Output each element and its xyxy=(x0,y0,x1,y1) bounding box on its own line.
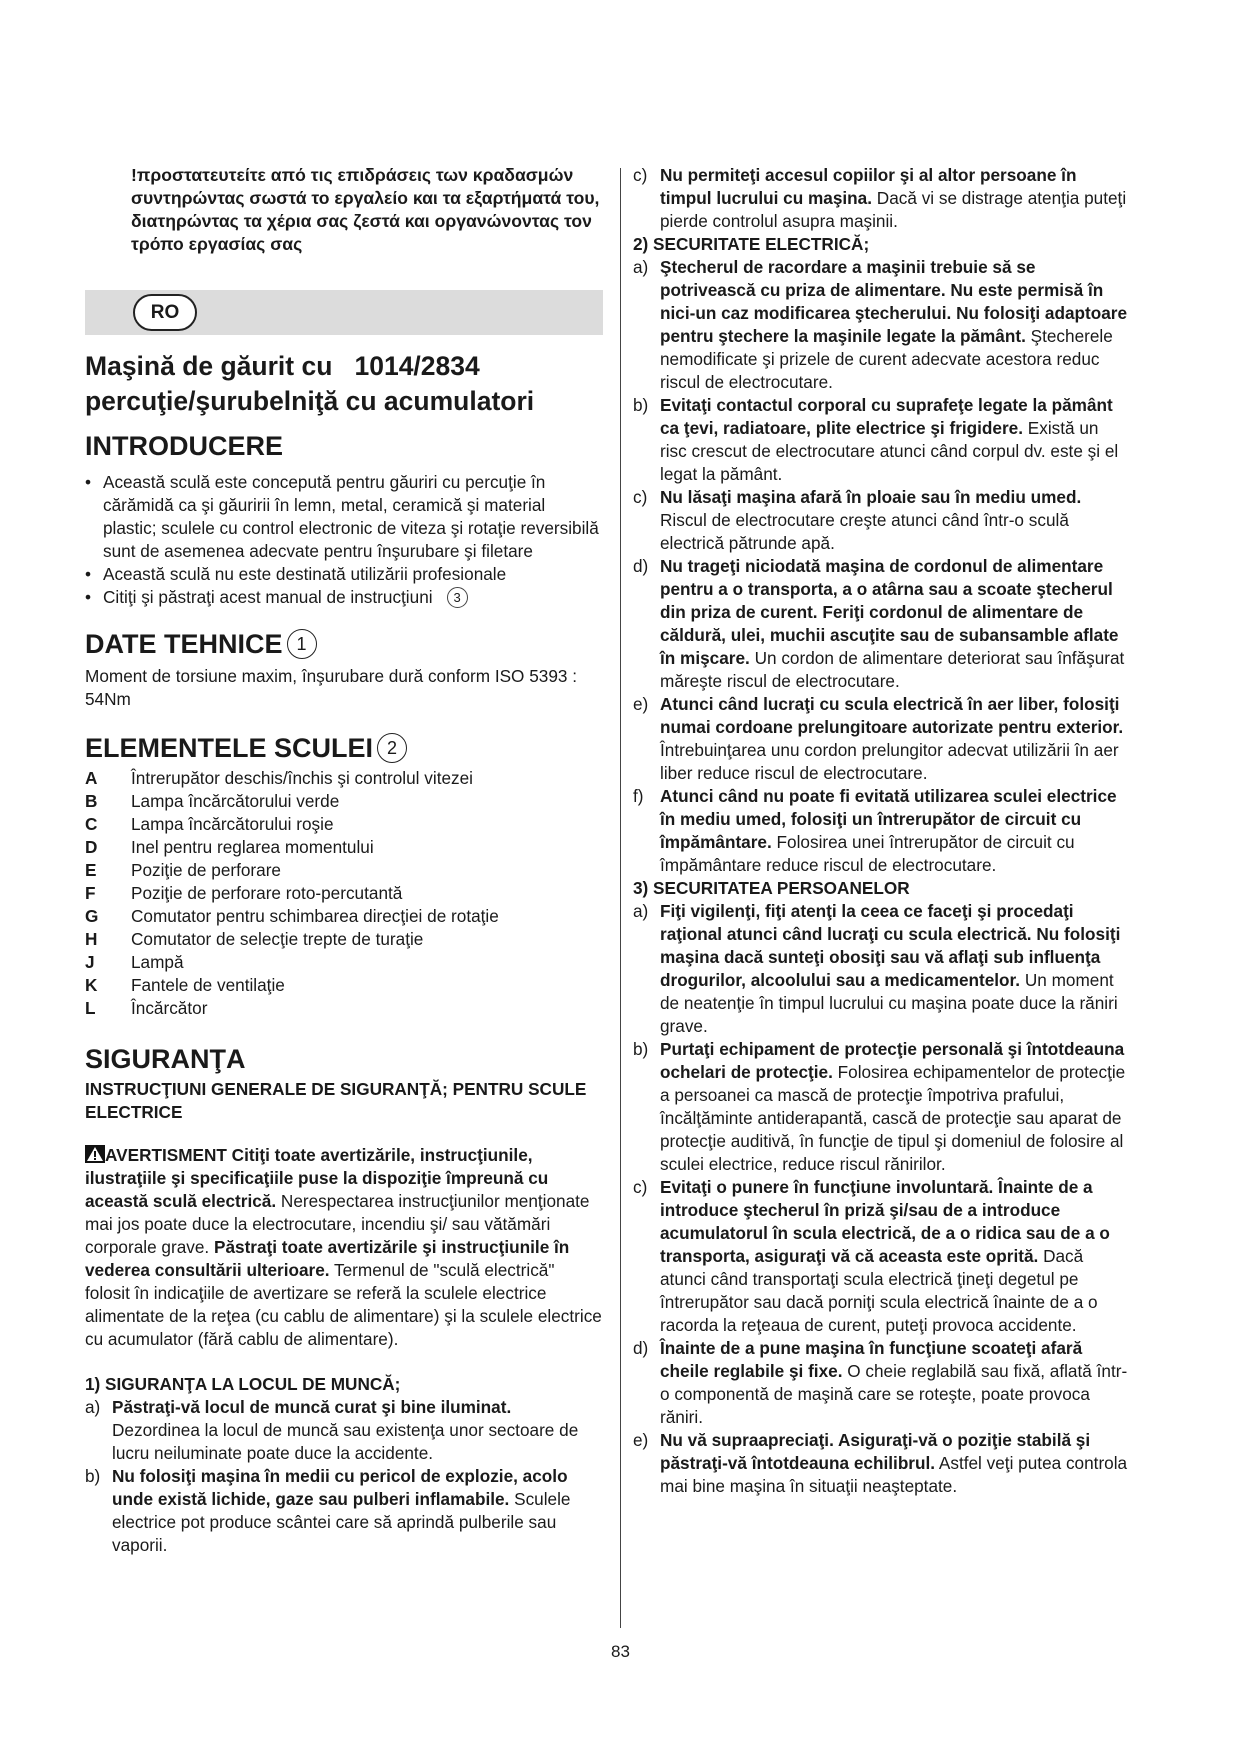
list-item: A Întrerupător deschis/închis şi controlul vitezei xyxy=(85,768,473,788)
elements-heading: ELEMENTELE SCULEI 2 xyxy=(85,731,603,765)
elements-ref-badge: 2 xyxy=(377,733,407,763)
list-item: • Această sculă este concepută pentru găuriri cu percuţie în cărămidă ca şi găuririi în lemn, metal, ceramică şi material plastic; sculele cu control electronic de viteza şi rotaţie reversibilă sunt de asemenea adecvate pentru înşurubare şi filetare xyxy=(85,472,599,561)
list-item: b) Nu folosiţi maşina în medii cu pericol de explozie, acolo unde există lichide, gaze sau pulberi inflamabile. Sculele electrice pot produce scântei care să aprindă pulberile sau vaporii. xyxy=(85,1466,571,1555)
left-column xyxy=(85,164,603,1557)
list-item: c) Evitaţi o punere în funcţiune involuntară. Înainte de a introduce ştecherul în priză şi/sau de a introduce acumulatorul în scula electrică, de a o ridica sau de a o transporta, asiguraţi vă că aceasta este oprită. Dacă atunci când transportaţi scula electrică ţineţi degetul pe întrerupător sau dacă porniţi scula electrică înainte de a o racorda la reţeaua de curent, puteţi provoca accidente. xyxy=(633,1177,1110,1335)
list-item: H Comutator de selecţie trepte de turaţie xyxy=(85,929,424,949)
safety-heading: SIGURANŢA xyxy=(85,1044,246,1074)
list-item: D Inel pentru reglarea momentului xyxy=(85,837,374,857)
list-item: G Comutator pentru schimbarea direcţiei de rotaţie xyxy=(85,906,499,926)
personal-safety-heading: 3) SECURITATEA PERSOANELOR xyxy=(633,878,910,898)
list-item: a) Fiţi vigilenţi, fiţi atenţi la ceea ce faceţi şi procedaţi raţional atunci când lucraţi cu scula electrică. Nu folosiţi maşina dacă sunteţi obosiţi sau vă aflaţi sub influenţa drogurilor, alcoolului sau a medicamentelor. Un moment de neatenţie în timpul lucrului cu maşina poate duce la răniri grave. xyxy=(633,901,1121,1036)
list-item: K Fantele de ventilaţie xyxy=(85,975,285,995)
elements-list xyxy=(85,767,603,1020)
electric-safety-heading: 2) SECURITATE ELECTRICĂ; xyxy=(633,234,870,254)
list-item: d) Înainte de a pune maşina în funcţiune scoateţi afară cheile reglabile şi fixe. O cheie reglabilă sau fixă, aflată într-o componentă de maşină care se roteşte, poate provoca răniri. xyxy=(633,1338,1128,1427)
list-item: c) Nu lăsaţi maşina afară în ploaie sau în mediu umed. Riscul de electrocutare creşte atunci când într-o sculă electrică pătrunde apă. xyxy=(633,487,1082,553)
list-item: f) Atunci când nu poate fi evitată utilizarea sculei electrice în mediu umed, folosiţi un întrerupător de circuit cu împământare. Folosirea unei întrerupător de circuit cu împământare reduce riscul de electrocutare. xyxy=(633,786,1117,875)
safety-subheading: INSTRUCŢIUNI GENERALE DE SIGURANŢĂ; PENTRU SCULE ELECTRICE xyxy=(85,1079,587,1122)
work-safety-heading: 1) SIGURANŢA LA LOCUL DE MUNCĂ; xyxy=(85,1374,401,1394)
list-item: e) Nu vă supraapreciaţi. Asiguraţi-vă o poziţie stabilă şi păstraţi-vă întotdeauna echilibrul. Astfel veţi putea controla mai bine maşina în situaţii neaşteptate. xyxy=(633,1430,1128,1496)
list-item: b) Purtaţi echipament de protecţie personală şi întotdeauna ochelari de protecţie. Folosirea echipamentelor de protecţie a persoanei ca mască de protecţie împotriva prafului, încălţăminte antiderapantă, cască de protecţie sau aparat de protecţie auditivă, în funcţie de tipul şi domeniul de folosire al sculei electrice, reduce riscul rănirilor. xyxy=(633,1039,1126,1174)
list-item: J Lampă xyxy=(85,952,184,972)
list-item: c) Nu permiteţi accesul copiilor şi al altor persoane în timpul lucrului cu maşina. Dacă vi se distrage atenţia puteţi pierde controlul asupra maşinii. xyxy=(633,165,1127,231)
manual-ref-badge: 3 xyxy=(447,587,468,608)
list-item: B Lampa încărcătorului verde xyxy=(85,791,340,811)
page-number: 83 xyxy=(611,1642,630,1661)
title-line1: Maşină de găurit cu xyxy=(85,351,333,381)
right-column xyxy=(633,164,1128,1498)
list-item: a) Păstraţi-vă locul de muncă curat şi bine iluminat. Dezordinea la locul de muncă sau existenţa unor sectoare de lucru neiluminate poate duce la accidente. xyxy=(85,1397,579,1463)
list-item: L Încărcător xyxy=(85,998,208,1018)
list-item: a) Ştecherul de racordare a maşinii trebuie să se potrivească cu priza de alimentare. Nu este permisă în nici-un caz modificarea ştecherului. Nu folosiţi adaptoare pentru ştechere la maşinile legate la pământ. Ştecherele nemodificate şi prizele de curent adecvate acestora reduc riscul de electrocutare. xyxy=(633,257,1128,392)
list-item: e) Atunci când lucraţi cu scula electrică în aer liber, folosiţi numai cordoane prelungitoare autorizate pentru exterior. Întrebuinţarea unu cordon prelungitor adecvat utilizării în aer liber reduce riscul de electrocutare. xyxy=(633,694,1124,783)
list-item: C Lampa încărcătorului roşie xyxy=(85,814,334,834)
tech-ref-badge: 1 xyxy=(287,629,317,659)
tech-text: Moment de torsiune maxim, înşurubare dură conform ISO 5393 : 54Nm xyxy=(85,666,577,709)
title-model: 1014/2834 xyxy=(354,351,480,381)
warning-paragraph: AVERTISMENT Citiţi toate avertizările, instrucţiunile, ilustraţiile şi specificaţiile puse la dispoziţie împreună cu această sculă electrică. Nerespectarea instrucţiunilor menţionate mai jos poate duce la electrocutare, incendiu şi/ sau vătămări corporale grave. Păstraţi toate avertizările şi instrucţiunile în vederea consultării ulterioare. Termenul de "sculă electrică" folosit în indicaţiile de avertizare se referă la sculele electrice alimentate de la reţea (cu cablu de alimentare) şi la sculele electrice cu acumulator (fără cablu de alimentare). xyxy=(85,1145,602,1349)
language-bar xyxy=(85,290,603,335)
list-item: • Citiţi şi păstraţi acest manual de instrucţiuni 3 xyxy=(85,586,603,609)
title-line2: percuţie/şurubelniţă cu acumulatori xyxy=(85,386,535,416)
greek-note: !προστατευτείτε από τις επιδράσεις των κραδασμών συντηρώντας σωστά το εργαλείο και τα εξαρτήματά του, διατηρώντας τα χέρια σας ζεστά και οργανώνοντας τον τρόπο εργασίας σας xyxy=(131,165,600,254)
warning-triangle-icon xyxy=(85,1145,105,1163)
intro-heading: INTRODUCERE xyxy=(85,431,284,461)
list-item: E Poziţie de perforare xyxy=(85,860,281,880)
list-item: d) Nu trageţi niciodată maşina de cordonul de alimentare pentru a o transporta, a o atârna sau a scoate ştecherul din priza de curent. Feriţi cordonul de alimentare de căldură, ulei, muchii ascuţite sau de subansamble aflate în mişcare. Un cordon de alimentare deteriorat sau înfăşurat măreşte riscul de electrocutare. xyxy=(633,556,1125,691)
intro-list xyxy=(85,471,603,609)
product-title xyxy=(85,349,603,419)
list-item: b) Evitaţi contactul corporal cu suprafeţe legate la pământ ca ţevi, radiatoare, plite electrice şi frigidere. Există un risc crescut de electrocutare atunci când corpul dv. este şi el legat la pământ. xyxy=(633,395,1119,484)
tech-heading: DATE TEHNICE 1 xyxy=(85,627,603,661)
language-badge: RO xyxy=(133,294,197,331)
list-item: • Această sculă nu este destinată utilizării profesionale xyxy=(85,564,507,584)
list-item: F Poziţie de perforare roto-percutantă xyxy=(85,883,403,903)
column-divider xyxy=(620,168,621,1628)
